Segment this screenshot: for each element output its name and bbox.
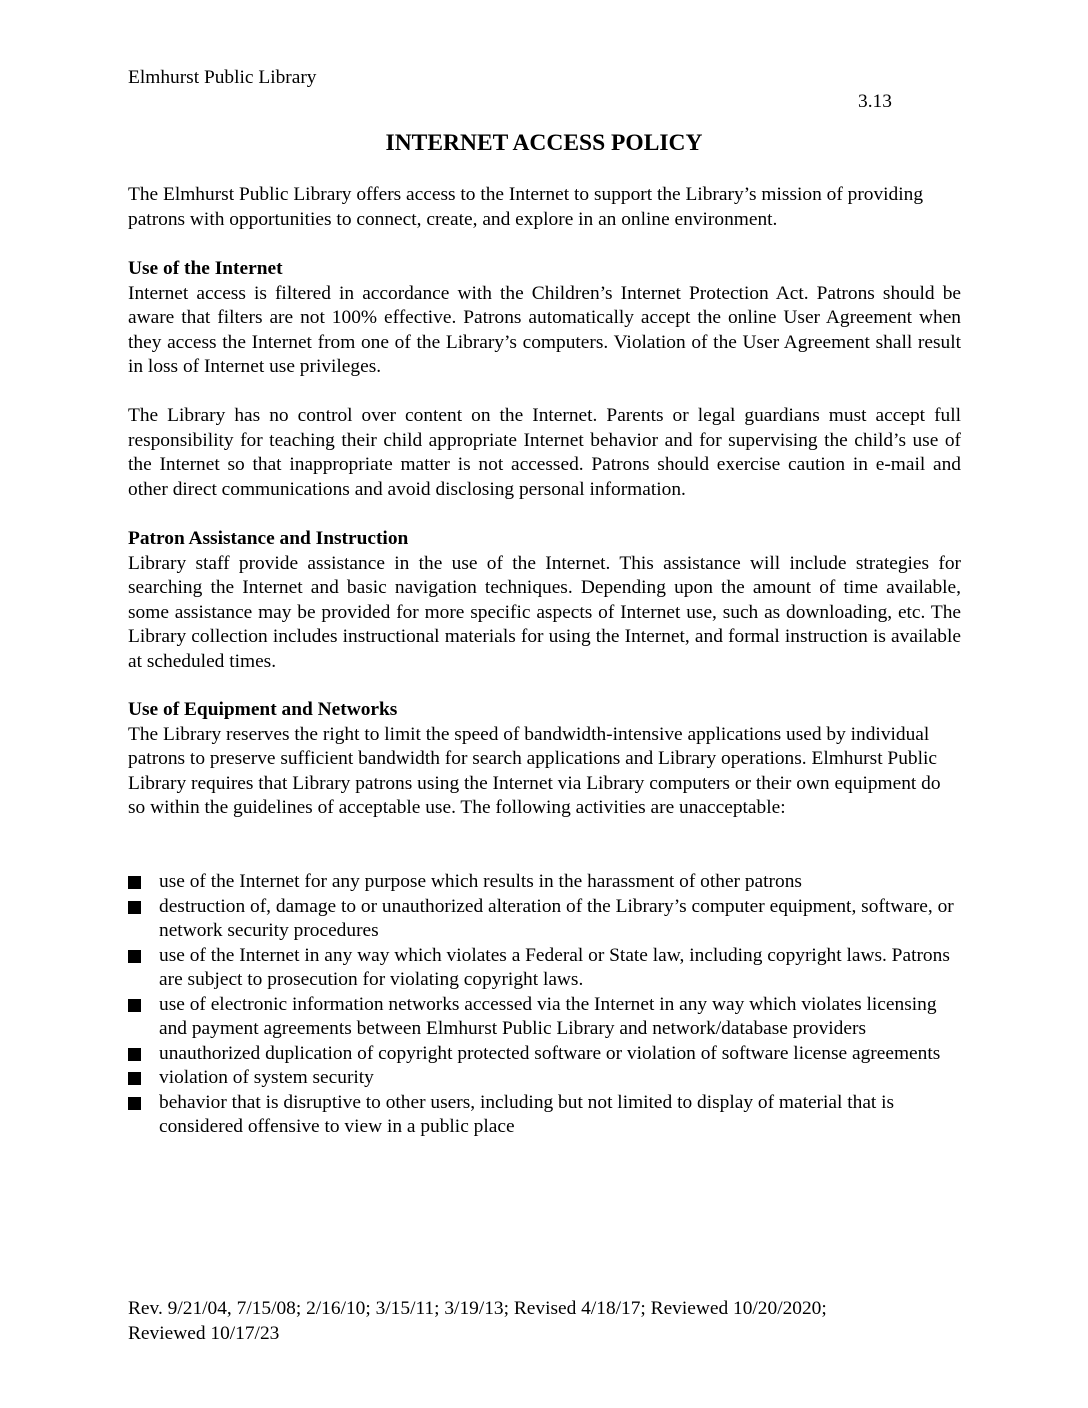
policy-number: 3.13 xyxy=(858,91,892,112)
list-item-text: use of the Internet for any purpose which results in the harassment of other patrons xyxy=(159,871,802,892)
list-item-text: unauthorized duplication of copyright protected software or violation of software license agreements xyxy=(159,1042,941,1064)
unacceptable-activities-list xyxy=(128,870,958,1140)
list-item-text: behavior that is disruptive to other users, including but not limited to display of material that is considered offensive to view in a public place xyxy=(159,1091,895,1137)
list-item-text: use of the Internet in any way which violates a Federal or State law, including copyright laws. Patrons are subject to prosecution for violating copyright laws. xyxy=(159,944,950,990)
patron-assistance-paragraph: Library staff provide assistance in the use of the Internet. This assistance will include strategies for searching the Internet and basic navigation techniques. Depending upon the amount of time available, some assistance may be provided for more specific aspects of Internet use, such as downloading, etc. The Library collection includes instructional materials for using the Internet, and formal instruction is available at scheduled times. xyxy=(128,552,961,672)
revision-footer xyxy=(128,1297,968,1346)
equipment-networks-paragraph: The Library reserves the right to limit the speed of bandwidth-intensive applications used by individual patrons to preserve sufficient bandwidth for search applications and Library operations. Elmhurst Public Library requires that Library patrons using the Internet via Library computers or their own equipment do so within the guidelines of acceptable use. The following activities are unacceptable: xyxy=(128,723,941,818)
section-equipment-networks xyxy=(128,698,961,821)
section-patron-assistance xyxy=(128,527,961,674)
square-bullet-icon xyxy=(128,1072,141,1085)
square-bullet-icon xyxy=(128,1048,141,1061)
list-item-text: destruction of, damage to or unauthorized alteration of the Library’s computer equipment, software, or network security procedures xyxy=(159,895,954,941)
list-item xyxy=(128,993,958,1042)
list-item xyxy=(128,895,958,944)
list-item-text: use of electronic information networks accessed via the Internet in any way which violates licensing and payment agreements between Elmhurst Public Library and network/database providers xyxy=(159,993,937,1039)
square-bullet-icon xyxy=(128,999,141,1012)
square-bullet-icon xyxy=(128,901,141,914)
list-item-text: violation of system security xyxy=(159,1067,374,1088)
header-organization: Elmhurst Public Library xyxy=(128,67,317,88)
revision-history-line-1: Rev. 9/21/04, 7/15/08; 2/16/10; 3/15/11; 3/19/13; Revised 4/18/17; Reviewed 10/20/2020; xyxy=(128,1298,827,1319)
list-item xyxy=(128,1042,958,1067)
section-heading-use-of-internet: Use of the Internet xyxy=(128,258,283,279)
list-item xyxy=(128,1091,958,1140)
square-bullet-icon xyxy=(128,876,141,889)
list-item xyxy=(128,870,958,895)
use-of-internet-paragraph-1: Internet access is filtered in accordance with the Children’s Internet Protection Act. Patrons should be aware that filters are not 100% effective. Patrons automatically accept the online User Agreement when they access the Internet from one of the Library’s computers. Violation of the User Agreement shall result in loss of Internet use privileges. xyxy=(128,282,961,377)
section-heading-equipment-networks: Use of Equipment and Networks xyxy=(128,699,398,720)
page-title: INTERNET ACCESS POLICY xyxy=(385,130,703,156)
revision-history-line-2: Reviewed 10/17/23 xyxy=(128,1322,280,1344)
intro-paragraph: The Elmhurst Public Library offers access to the Internet to support the Library’s mission of providing patrons with opportunities to connect, create, and explore in an online environment. xyxy=(128,184,924,230)
square-bullet-icon xyxy=(128,950,141,963)
section-use-of-internet xyxy=(128,257,961,380)
list-item xyxy=(128,1066,958,1091)
use-of-internet-paragraph-2: The Library has no control over content on the Internet. Parents or legal guardians must accept full responsibility for teaching their child appropriate Internet behavior and for supervising the child’s use of the Internet so that inappropriate matter is not accessed. Patrons should exercise caution in e-mail and other direct communications and avoid disclosing personal information. xyxy=(128,405,961,500)
square-bullet-icon xyxy=(128,1097,141,1110)
list-item xyxy=(128,944,958,993)
section-heading-patron-assistance: Patron Assistance and Instruction xyxy=(128,528,409,549)
